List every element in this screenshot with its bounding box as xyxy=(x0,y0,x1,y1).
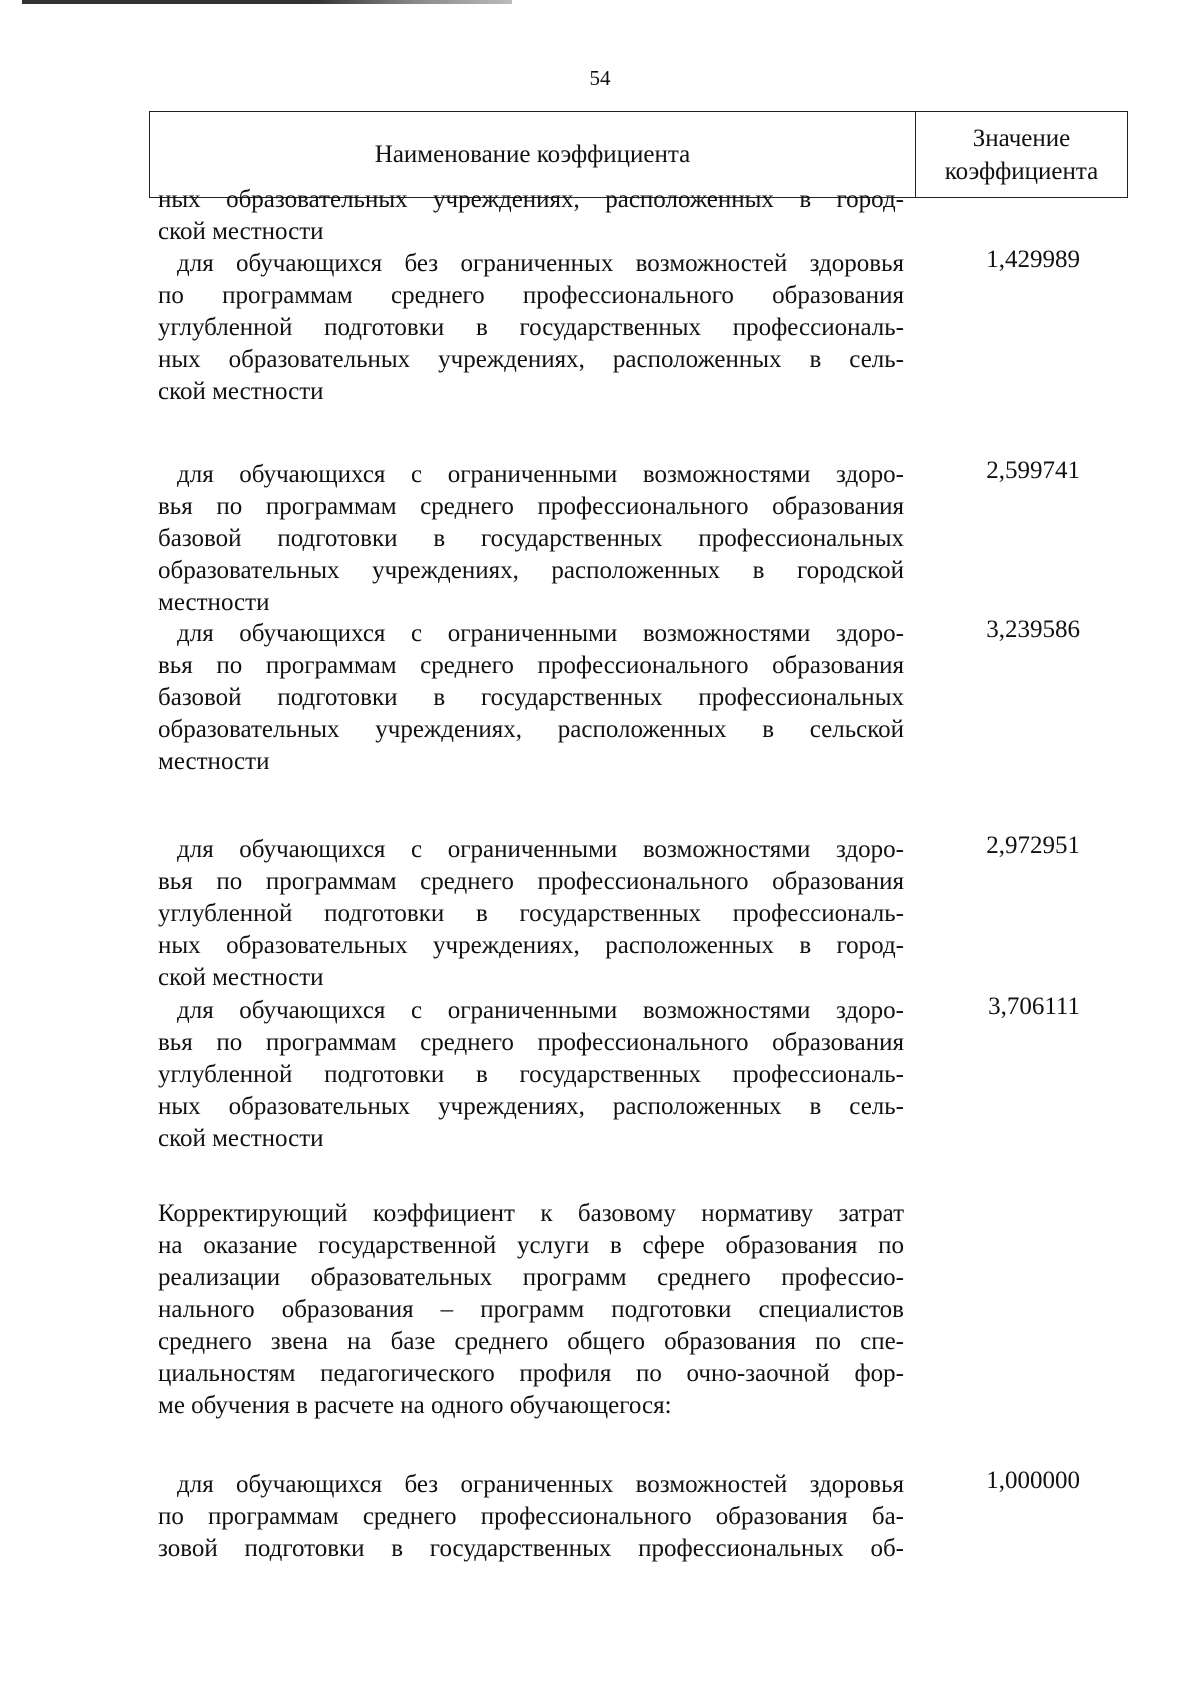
continuation-line: ской местности xyxy=(158,218,324,245)
header-value-column xyxy=(916,112,1127,197)
entry-line: для обучающихся с ограниченными возможностями здоро- xyxy=(177,836,904,863)
header-name-column: Наименование коэффициента xyxy=(150,112,916,197)
coefficient-value: 3,706111 xyxy=(988,993,1080,1020)
section-line: реализации образовательных программ среднего профессио- xyxy=(158,1264,904,1291)
entry-line: по программам среднего профессионального образования xyxy=(158,282,904,309)
entry-line: для обучающихся с ограниченными возможностями здоро- xyxy=(177,461,904,488)
continuation-line: ных образовательных учреждениях, расположенных в город- xyxy=(158,186,904,213)
coefficient-value: 3,239586 xyxy=(986,616,1080,643)
coefficient-value: 2,972951 xyxy=(986,832,1080,859)
entry-line: вья по программам среднего профессионального образования xyxy=(158,493,904,520)
entry-line: для обучающихся без ограниченных возможностей здоровья xyxy=(177,250,904,277)
entry-line: для обучающихся без ограниченных возможностей здоровья xyxy=(177,1471,904,1498)
section-line: ме обучения в расчете на одного обучающегося: xyxy=(158,1392,672,1419)
entry-line: образовательных учреждениях, расположенных в сельской xyxy=(158,716,904,743)
entry-line: вья по программам среднего профессионального образования xyxy=(158,868,904,895)
entry-line: ской местности xyxy=(158,964,324,991)
section-line: Корректирующий коэффициент к базовому нормативу затрат xyxy=(158,1200,904,1227)
entry-line: ных образовательных учреждениях, расположенных в город- xyxy=(158,932,904,959)
section-line: среднего звена на базе среднего общего образования по спе- xyxy=(158,1328,904,1355)
header-value-line2: коэффициента xyxy=(944,157,1099,185)
entry-line: вья по программам среднего профессионального образования xyxy=(158,652,904,679)
entry-line: зовой подготовки в государственных профессиональных об- xyxy=(158,1535,904,1562)
entry-line: для обучающихся с ограниченными возможностями здоро- xyxy=(177,620,904,647)
section-line: нального образования – программ подготовки специалистов xyxy=(158,1296,904,1323)
page-number: 54 xyxy=(589,66,611,90)
entry-line: местности xyxy=(158,748,270,775)
coefficient-value: 1,000000 xyxy=(986,1467,1080,1494)
coefficient-value: 1,429989 xyxy=(986,246,1080,273)
entry-line: ных образовательных учреждениях, расположенных в сель- xyxy=(158,1093,904,1120)
entry-line: базовой подготовки в государственных профессиональных xyxy=(158,525,904,552)
entry-line: ской местности xyxy=(158,1125,324,1152)
entry-line: для обучающихся с ограниченными возможностями здоро- xyxy=(177,997,904,1024)
entry-line: ской местности xyxy=(158,378,324,405)
entry-line: образовательных учреждениях, расположенных в городской xyxy=(158,557,904,584)
entry-line: вья по программам среднего профессионального образования xyxy=(158,1029,904,1056)
entry-line: базовой подготовки в государственных профессиональных xyxy=(158,684,904,711)
scan-edge-bar xyxy=(22,0,512,4)
section-line: на оказание государственной услуги в сфере образования по xyxy=(158,1232,904,1259)
entry-line: углубленной подготовки в государственных профессиональ- xyxy=(158,900,904,927)
entry-line: местности xyxy=(158,589,270,616)
header-value-line1: Значение xyxy=(972,124,1071,152)
section-line: циальностям педагогического профиля по очно-заочной фор- xyxy=(158,1360,904,1387)
entry-line: углубленной подготовки в государственных профессиональ- xyxy=(158,1061,904,1088)
coefficient-value: 2,599741 xyxy=(986,457,1080,484)
entry-line: углубленной подготовки в государственных профессиональ- xyxy=(158,314,904,341)
entry-line: ных образовательных учреждениях, расположенных в сель- xyxy=(158,346,904,373)
entry-line: по программам среднего профессионального образования ба- xyxy=(158,1503,904,1530)
